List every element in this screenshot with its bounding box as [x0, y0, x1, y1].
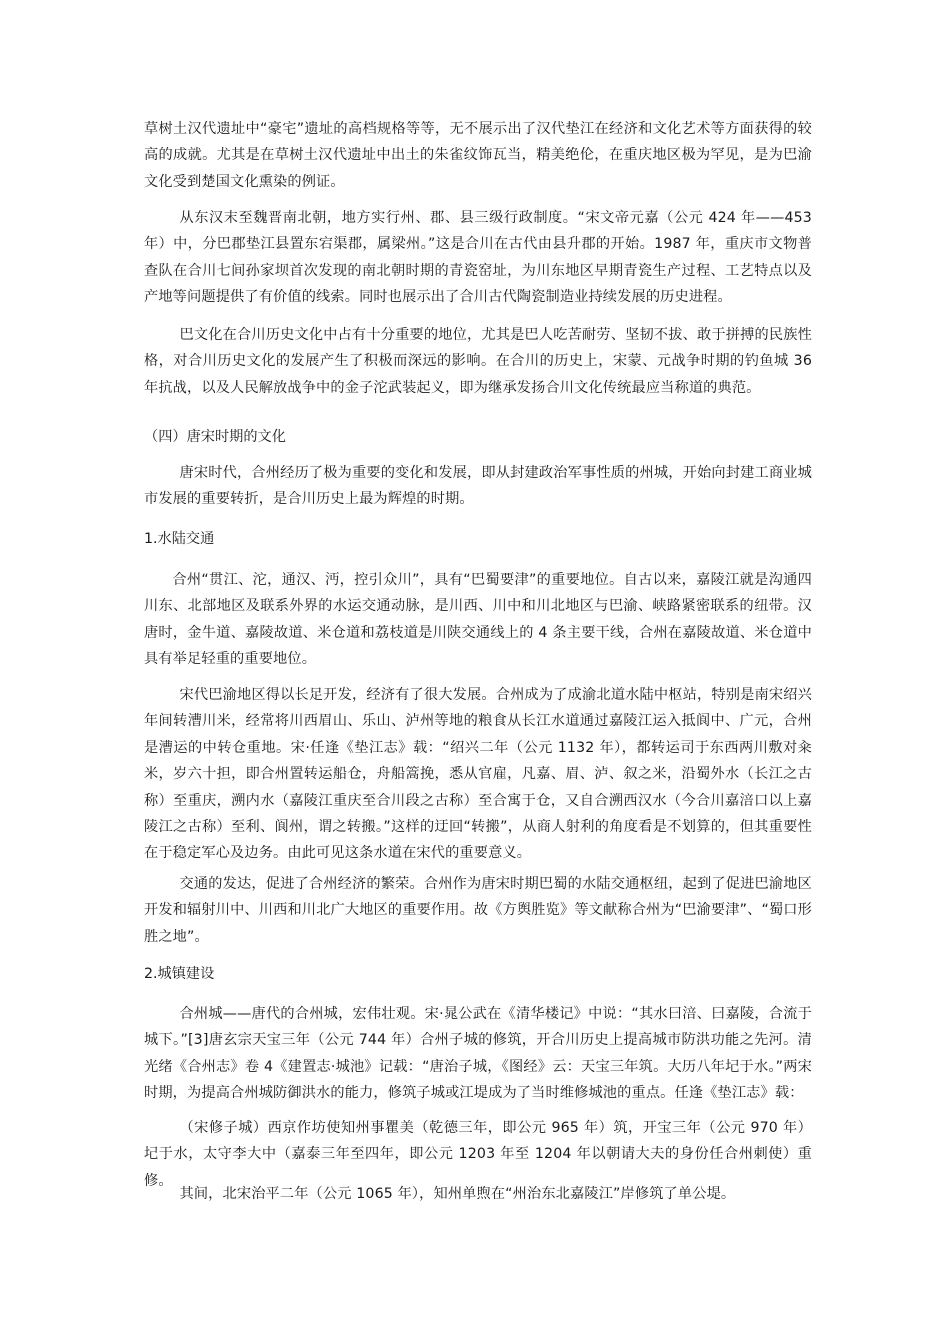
section-heading-tang-song: （四）唐宋时期的文化	[144, 429, 286, 445]
paragraph-shan-gong-dike: 其间，北宋治平二年（公元 1065 年），知州单煦在“州治东北嘉陵江”岸修筑了单公堤。	[179, 1186, 736, 1202]
paragraph-transport-prosperity: 交通的发达，促进了合州经济的繁荣。合州作为唐宋时期巴蜀的水陆交通枢纽，起到了促进巴渝地区开发和辐射川中、川西和川北广大地区的重要作用。故《方舆胜览》等文献称合州为“巴渝要津”、“蜀口形胜之地”。	[144, 876, 812, 945]
paragraph-hezhou-waterway: 合州“贯江、沱，通汉、沔，控引众川”，具有“巴蜀要津”的重要地位。自古以来，嘉陵江就是沟通四川东、北部地区及联系外界的水运交通动脉，是川西、川中和川北地区与巴渝、峡路紧密联系的纽带。汉唐时，金牛道、嘉陵故道、米仓道和荔枝道是川陕交通线上的 4 条主要干线，合州在嘉陵故道、米仓道中具有举足轻重的重要地位。	[144, 572, 812, 668]
paragraph-ba-culture: 巴文化在合川历史文化中占有十分重要的地位，尤其是巴人吃苦耐劳、坚韧不拔、敢于拼搏的民族性格，对合川历史文化的发展产生了积极而深远的影响。在合川的历史上，宋蒙、元战争时期的钓鱼城 36 年抗战，以及人民解放战争中的金子沱武装起义，即为继承发扬合川文化传统最应当称道的典范。	[144, 327, 812, 396]
paragraph-tang-song-overview: 唐宋时代，合州经历了极为重要的变化和发展，即从封建政治军事性质的州城，开始向封建工商业城市发展的重要转折，是合川历史上最为辉煌的时期。	[144, 465, 812, 508]
paragraph-wei-jin-administration: 从东汉末至魏晋南北朝，地方实行州、郡、县三级行政制度。“宋文帝元嘉（公元 424 年——453 年）中，分巴郡垫江县置东宕渠郡，属梁州。”这是合川在古代由县升郡的开始。1987 年，重庆市文物普查队在合川七间孙家坝首次发现的南北朝时期的青瓷窑址，为川东地区早期青瓷生产过程、工艺特点以及产地等问题提供了有价值的线索。同时也展示出了合川古代陶瓷制造业持续发展的历史进程。	[144, 210, 812, 306]
paragraph-hezhou-city: 合州城——唐代的合州城，宏伟壮观。宋·晁公武在《清华楼记》中说：“其水曰涪、曰嘉陵，合流于城下。”[3]唐玄宗天宝三年（公元 744 年）合州子城的修筑，开合川历史上提高城市防洪功能之先河。清光绪《合州志》卷 4《建置志·城池》记载：“唐治子城，《图经》云：天宝三年筑。大历八年圮于水。”两宋时期，为提高合州城防御洪水的能力，修筑子城或江堤成为了当时维修城池的重点。任逢《垫江志》载：	[144, 1006, 812, 1102]
subheading-urban-construction: 2.城镇建设	[144, 966, 215, 982]
paragraph-song-grain-transport: 宋代巴渝地区得以长足开发，经济有了很大发展。合州成为了成渝北道水陆中枢站，特别是南宋绍兴年间转漕川米，经常将川西眉山、乐山、泸州等地的粮食从长江水道通过嘉陵江运入抵阆中、广元，合州是漕运的中转仓重地。宋·任逢《垫江志》载：“绍兴二年（公元 1132 年），都转运司于东西两川敷对籴米，岁六十担，即合州置转运船仓，舟船篙挽，悉从官雇，凡嘉、眉、泸、叙之米，沿蜀外水（长江之古称）至重庆，溯内水（嘉陵江重庆至合川段之古称）至合寓于仓，又自合溯西汉水（今合川嘉涪口以上嘉陵江之古称）至利、阆州，谓之转搬。”这样的迂回“转搬”，从商人射利的角度看是不划算的，但其重要性在于稳定军心及边务。由此可见这条水道在宋代的重要意义。	[144, 687, 812, 862]
subheading-transport: 1.水陆交通	[144, 531, 215, 547]
paragraph-han-relics: 草树土汉代遗址中“豪宅”遗址的高档规格等等，无不展示出了汉代垫江在经济和文化艺术等方面获得的较高的成就。尤其是在草树土汉代遗址中出土的朱雀纹饰瓦当，精美绝伦，在重庆地区极为罕见，是为巴渝文化受到楚国文化熏染的例证。	[144, 121, 812, 190]
paragraph-song-inner-city: （宋修子城）西京作坊使知州事瞿美（乾德三年，即公元 965 年）筑，开宝三年（公元 970 年）圮于水，太守李大中（嘉泰三年至四年，即公元 1203 年至 1204 年以朝请大夫的身份任合州刺使）重修。	[144, 1120, 812, 1189]
